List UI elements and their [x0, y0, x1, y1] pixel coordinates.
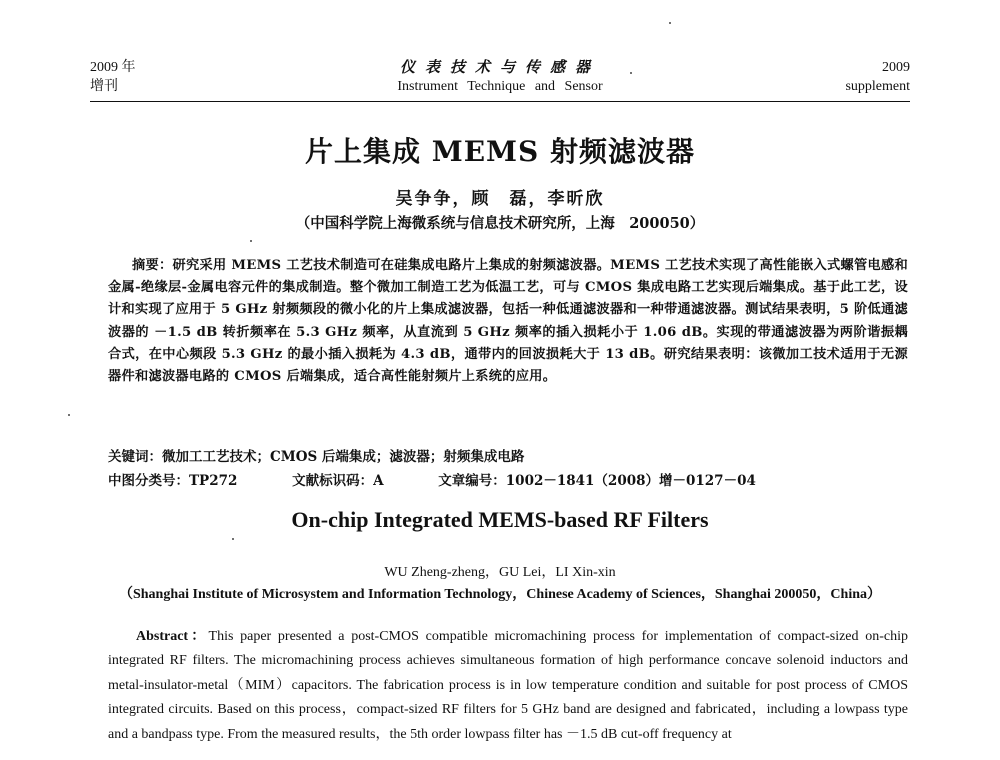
header-right-year: 2009 — [882, 60, 910, 75]
scan-speck — [669, 22, 671, 24]
header-left-year: 2009 年 — [90, 60, 136, 75]
scan-speck — [68, 414, 70, 416]
affiliation-cn: （中国科学院上海微系统与信息技术研究所，上海 200050） — [295, 215, 705, 232]
journal-name-en: Instrument Technique and Sensor — [397, 79, 603, 94]
abstract-en-label: Abstract： — [136, 629, 209, 644]
header-right — [845, 58, 910, 96]
scan-speck — [630, 72, 632, 74]
abstract-cn-text: 研究采用 MEMS 工艺技术制造可在硅集成电路片上集成的射频滤波器。MEMS 工艺技术实现了高性能嵌入式螺管电感和金属-绝缘层-金属电容元件的集成制造。整个微加工制造工艺为低温工艺，可与 CMOS 集成电路工艺实现后端集成。基于此工艺，设计和实现了应用于 5 GHz 射频频段的微小化的片上集成滤波器，包括一种低通滤波器和一种带通滤波器。测试结果表明，5 阶低通滤波器的 －1.5 dB 转折频率在 5.3 GHz 频率，从直流到 5 GHz 频率的插入损耗小于 1.06 dB。实现的带通滤波器为两阶谐振耦合式，在中心频段 5.3 GHz 的最小插入损耗为 4.3 dB，通带内的回波损耗大于 13 dB。研究结果表明：该微加工技术适用于无源器件和滤波器电路的 CMOS 后端集成，适合高性能射频片上系统的应用。 — [108, 258, 908, 385]
running-header — [90, 58, 910, 102]
document-code: 文献标识码：A — [292, 473, 384, 489]
article-number: 文章编号：1002－1841（2008）增－0127－04 — [438, 473, 756, 489]
clc-number: 中图分类号：TP272 — [108, 473, 238, 489]
classification-line — [108, 469, 908, 489]
abstract-en — [108, 625, 908, 747]
authors-en: WU Zheng-zheng，GU Lei，LI Xin-xin — [384, 565, 616, 580]
header-left-issue: 增刊 — [90, 79, 118, 94]
journal-name-cn: 仪表技术与传感器 — [399, 58, 600, 76]
header-right-issue: supplement — [845, 79, 910, 94]
keywords-cn-text: 微加工工艺技术；CMOS 后端集成；滤波器；射频集成电路 — [162, 449, 525, 465]
paper-title-cn: 片上集成 MEMS 射频滤波器 — [304, 135, 696, 168]
keywords-cn — [108, 445, 524, 465]
authors-cn: 吴争争，顾 磊，李昕欣 — [395, 189, 605, 209]
header-rule — [90, 101, 910, 102]
header-journal — [90, 58, 910, 96]
abstract-cn — [108, 255, 908, 388]
keywords-cn-label: 关键词： — [108, 449, 162, 465]
paper-title-en: On-chip Integrated MEMS-based RF Filters — [291, 507, 709, 532]
affiliation-en: （Shanghai Institute of Microsystem and Information Technology，Chinese Academy of Sciences，Shanghai 200050，China） — [118, 587, 882, 602]
scan-speck — [250, 240, 252, 242]
scan-speck — [232, 538, 234, 540]
abstract-en-text: This paper presented a post-CMOS compatible micromachining process for implementation of compact-sized on-chip integrated RF filters. The micromachining process achieves simultaneous formation of high performance concave solenoid inductors and metal-insulator-metal（MIM）capacitors. The fabrication process is in low temperature condition and suitable for post process of CMOS integrated circuits. Based on this process，compact-sized RF filters for 5 GHz band are designed and fabricated，including a lowpass type and a bandpass type. From the measured results，the 5th order lowpass filter has －1.5 dB cut-off frequency at — [108, 629, 908, 742]
abstract-cn-label: 摘要： — [132, 258, 173, 273]
